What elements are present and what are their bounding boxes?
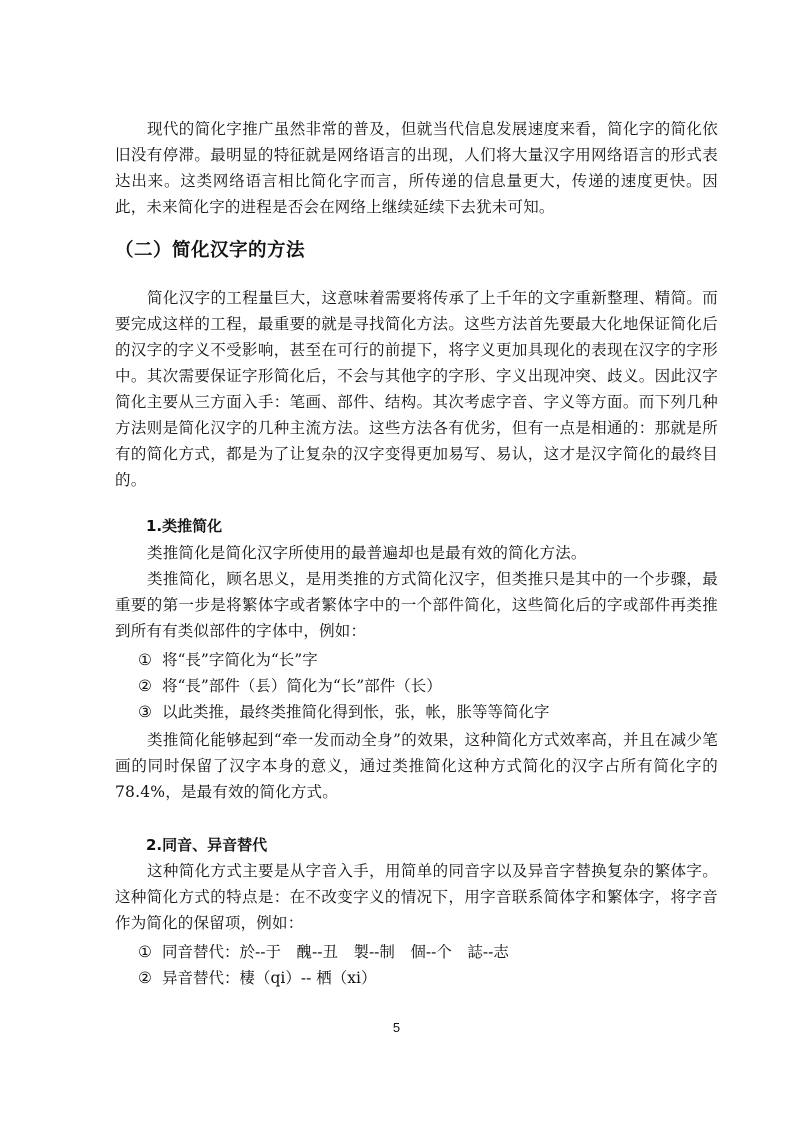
subheading-homophone-substitution: 2.同音、异音替代 <box>146 836 268 854</box>
paragraph-intro: 现代的简化字推广虽然非常的普及，但就当代信息发展速度来看，简化字的简化依旧没有停滞。最明显的特征就是网络语言的出现，人们将大量汉字用网络语言的形式表达出来。这类网络语言相比简化字而言，所传递的信息量更大，传递的速度更快。因此，未来简化字的进程是否会在网络上继续延续下去犹未可知。 <box>115 120 718 216</box>
paragraph-analogy-explanation: 类推简化，顾名思义，是用类推的方式简化汉字，但类推只是其中的一个步骤，最重要的第一步是将繁体字或者繁体字中的一个部件简化，这些简化后的字或部件再类推到所有有类似部件的字体中，例如： <box>115 570 718 640</box>
list-item-text: 将“長”部件（镸）简化为“长”部件（长） <box>162 677 442 695</box>
subheading-analogy-simplification: 1.类推简化 <box>146 517 223 535</box>
page-number: 5 <box>392 1020 401 1035</box>
list-item <box>138 647 318 673</box>
list-item-text: 以此类推，最终类推简化得到怅，张，帐，胀等等简化字 <box>162 703 550 721</box>
paragraph-methods-overview: 简化汉字的工程量巨大，这意味着需要将传承了上千年的文字重新整理、精简。而要完成这样的工程，最重要的就是寻找简化方法。这些方法首先要最大化地保证简化后的汉字的字义不受影响，甚至在可行的前提下，将字义更加具现化的表现在汉字的字形中。其次需要保证字形简化后，不会与其他字的字形、字义出现冲突、歧义。因此汉字简化主要从三方面入手：笔画、部件、结构。其次考虑字音、字义等方面。而下列几种方法则是简化汉字的几种主流方法。这些方法各有优劣，但有一点是相通的：那就是所有的简化方式，都是为了让复杂的汉字变得更加易写、易认，这才是汉字简化的最终目的。 <box>115 289 718 489</box>
paragraph-analogy-definition: 类推简化是简化汉字所使用的最普遍却也是最有效的简化方法。 <box>147 544 587 562</box>
list-item-text: 同音替代：於--于 醜--丑 製--制 個--个 誌--志 <box>162 943 509 961</box>
paragraph-homophone-explanation: 这种简化方式主要是从字音入手，用简单的同音字以及异音字替换复杂的繁体字。这种简化方式的特点是：在不改变字义的情况下，用字音联系简体字和繁体字，将字音作为简化的保留项，例如： <box>115 862 718 932</box>
list-item <box>138 939 509 965</box>
list-item-text: 异音替代：棲（qi）-- 栖（xi） <box>162 969 377 987</box>
list-item <box>138 965 376 991</box>
list-item-text: 将“長”字简化为“长”字 <box>162 651 318 669</box>
list-item-number: ① <box>138 651 152 669</box>
list-item-number: ① <box>138 943 152 961</box>
section-heading: （二）简化汉字的方法 <box>115 240 306 261</box>
list-item-number: ③ <box>138 703 152 721</box>
list-item-number: ② <box>138 969 152 987</box>
list-item <box>138 673 442 699</box>
list-item <box>138 699 550 725</box>
list-item-number: ② <box>138 677 152 695</box>
paragraph-analogy-effect: 类推简化能够起到“牵一发而动全身”的效果，这种简化方式效率高，并且在减少笔画的同时保留了汉字本身的意义，通过类推简化这种方式简化的汉字占所有简化字的 78.4%，是最有效的简化方式。 <box>115 731 718 801</box>
